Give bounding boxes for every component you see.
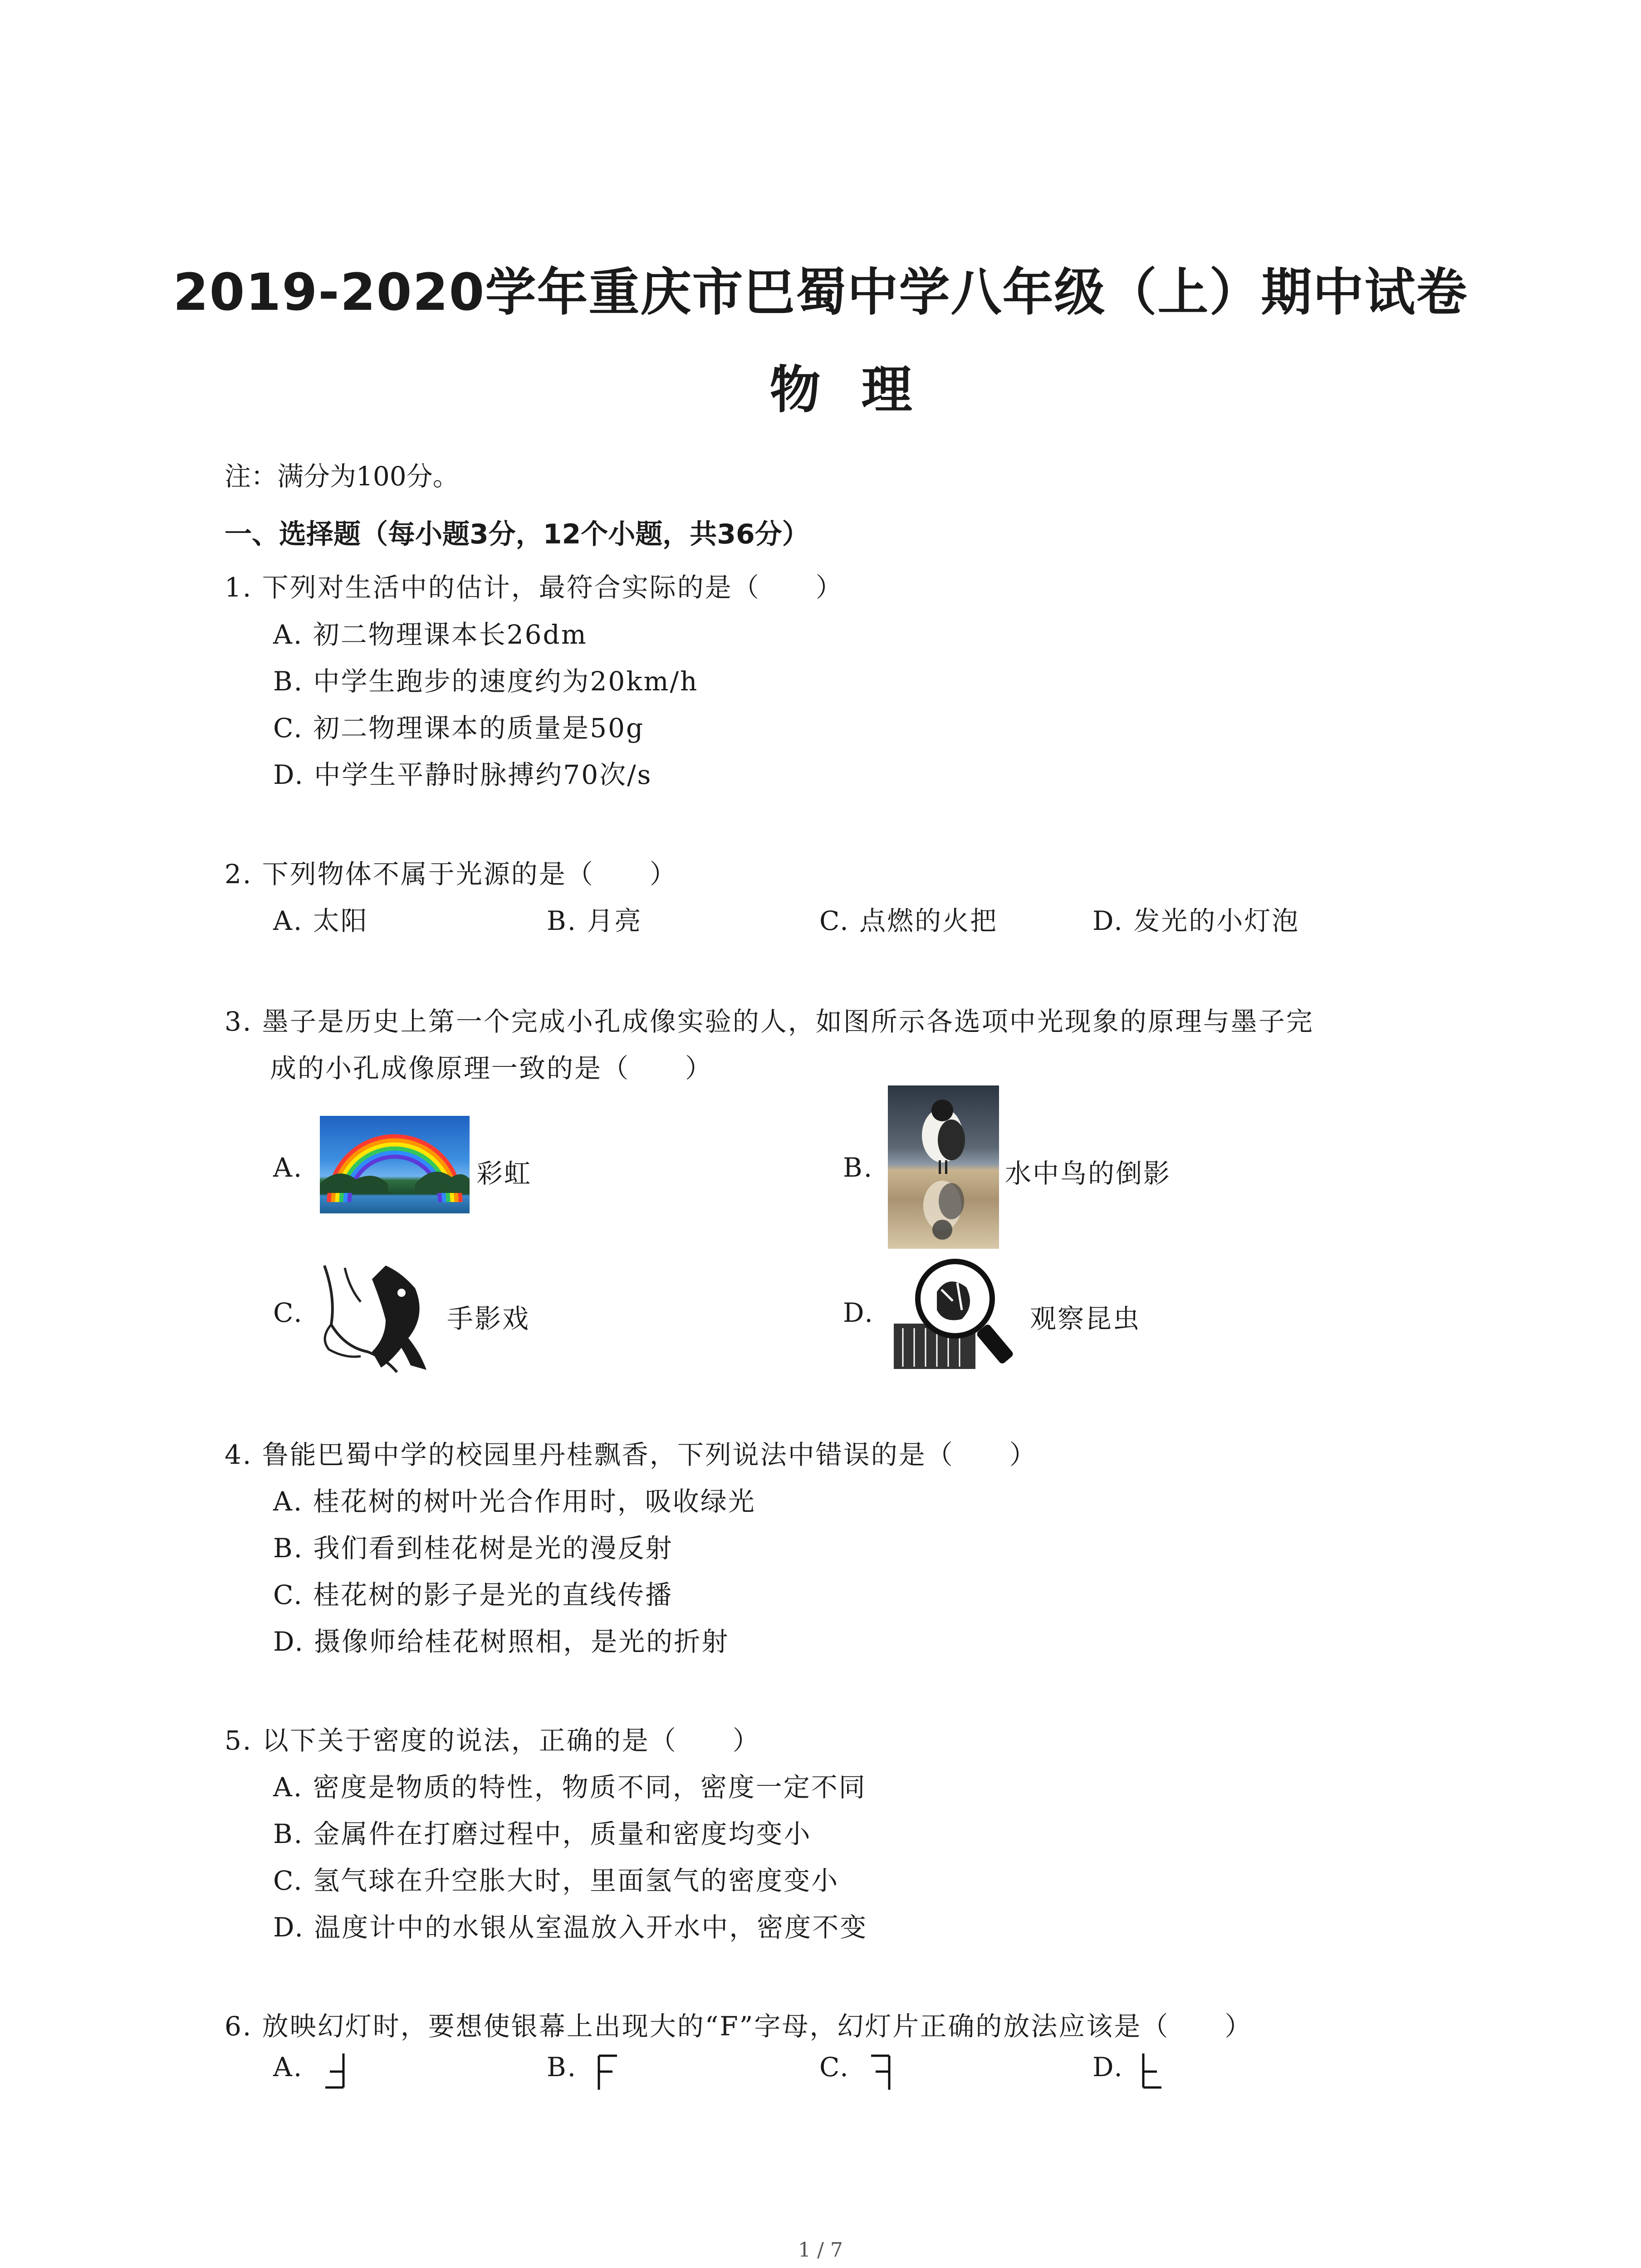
question-5-stem: 5. 以下关于密度的说法，正确的是（ ） (225, 1725, 760, 1756)
question-4-option-c: C. 桂花树的影子是光的直线传播 (273, 1579, 673, 1610)
question-6-option-b: B. (547, 2052, 578, 2082)
question-6-option-a: A. (273, 2052, 304, 2082)
question-3-option-d-label: 观察昆虫 (1030, 1303, 1141, 1334)
hand-shadow-image (318, 1261, 442, 1377)
page-number: 1 / 7 (798, 2239, 843, 2262)
question-6-stem: 6. 放映幻灯时，要想使银幕上出现大的“F”字母，幻灯片正确的放法应该是（ ） (225, 2011, 1253, 2042)
rotated-f-glyph-d (1139, 2051, 1166, 2092)
hand-shadow-drawing (318, 1261, 442, 1377)
insect-magnifier-image (894, 1256, 1025, 1374)
rotated-f-glyph-c (867, 2051, 895, 2092)
insect-magnifier-drawing (894, 1256, 1025, 1374)
question-3-option-b-letter: B. (843, 1152, 874, 1183)
question-2-option-c: C. 点燃的火把 (819, 905, 998, 936)
question-3-option-b-label: 水中鸟的倒影 (1005, 1158, 1171, 1189)
rotated-f-glyph-a (323, 2051, 350, 2092)
question-4-stem: 4. 鲁能巴蜀中学的校园里丹桂飘香，下列说法中错误的是（ ） (225, 1439, 1037, 1470)
question-3-option-c-label: 手影戏 (447, 1303, 530, 1334)
question-3-option-c-letter: C. (273, 1297, 304, 1328)
question-1-option-b: B. 中学生跑步的速度约为20km/h (273, 666, 699, 697)
bird-reflection-image (888, 1085, 999, 1249)
question-1-option-a: A. 初二物理课本长26dm (273, 619, 588, 650)
question-3-option-a-letter: A. (273, 1152, 304, 1183)
bird-shapes (888, 1085, 999, 1249)
question-1-option-d: D. 中学生平静时脉搏约70次/s (273, 759, 652, 790)
rotated-f-glyph-b (594, 2051, 622, 2092)
question-3-stem-line1: 3. 墨子是历史上第一个完成小孔成像实验的人，如图所示各选项中光现象的原理与墨子完 (225, 1006, 1314, 1037)
question-5-option-a: A. 密度是物质的特性，物质不同，密度一定不同 (273, 1772, 867, 1803)
page-title: 2019-2020学年重庆市巴蜀中学八年级（上）期中试卷 (173, 263, 1468, 322)
question-6-option-d: D. (1092, 2052, 1124, 2082)
question-1-stem: 1. 下列对生活中的估计，最符合实际的是（ ） (225, 572, 843, 603)
question-4-option-b: B. 我们看到桂花树是光的漫反射 (273, 1533, 673, 1564)
question-2-option-a: A. 太阳 (273, 905, 368, 936)
section-heading: 一、选择题（每小题3分，12个小题，共36分） (225, 518, 809, 550)
question-6-option-c: C. (819, 2052, 850, 2082)
question-1-option-c: C. 初二物理课本的质量是50g (273, 713, 645, 743)
question-4-option-a: A. 桂花树的树叶光合作用时，吸收绿光 (273, 1486, 756, 1517)
question-2-stem: 2. 下列物体不属于光源的是（ ） (225, 859, 677, 890)
question-5-option-b: B. 金属件在打磨过程中，质量和密度均变小 (273, 1818, 812, 1849)
score-note: 注：满分为100分。 (225, 461, 459, 492)
question-3-stem-line2: 成的小孔成像原理一致的是（ ） (270, 1053, 713, 1084)
rainbow-image (320, 1116, 470, 1213)
question-5-option-d: D. 温度计中的水银从室温放入开水中，密度不变 (273, 1912, 868, 1943)
question-5-option-c: C. 氢气球在升空胀大时，里面氢气的密度变小 (273, 1865, 839, 1896)
question-4-option-d: D. 摄像师给桂花树照相，是光的折射 (273, 1626, 730, 1657)
question-2-option-b: B. 月亮 (547, 905, 642, 936)
rainbow-arcs (320, 1116, 470, 1213)
subject-title: 物理 (769, 361, 953, 420)
question-3-option-d-letter: D. (843, 1297, 874, 1328)
question-3-option-a-label: 彩虹 (476, 1158, 532, 1189)
question-2-option-d: D. 发光的小灯泡 (1092, 905, 1300, 936)
